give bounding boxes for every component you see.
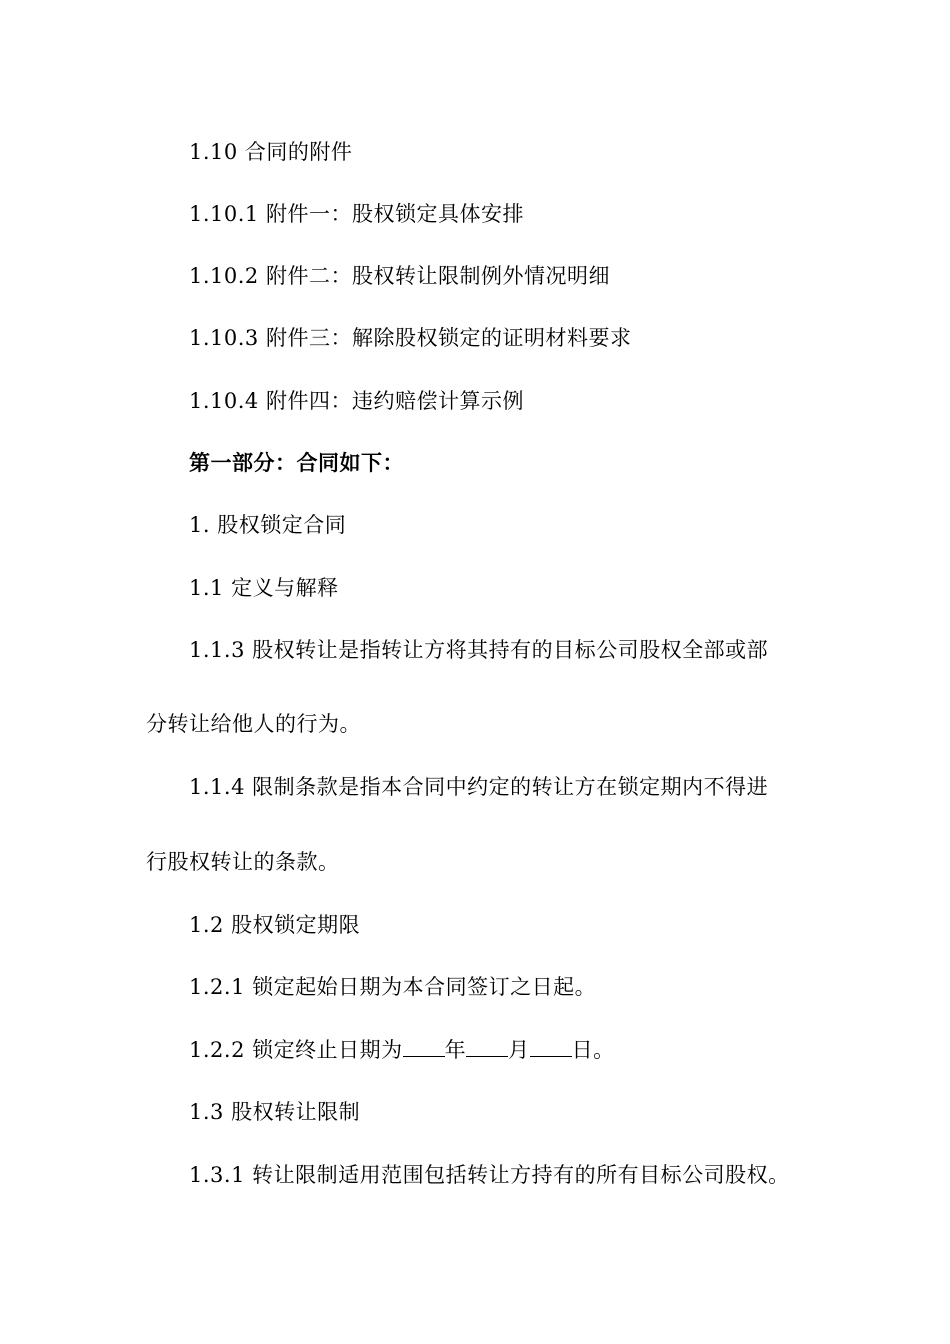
attachment-item-3: 1.10.3 附件三：解除股权锁定的证明材料要求 [189, 326, 632, 350]
day-label: 日。 [571, 1038, 615, 1062]
clause-1-1-4-continued: 行股权转让的条款。 [146, 850, 340, 874]
month-blank[interactable] [466, 1038, 508, 1057]
section-heading-1-2: 1.2 股权锁定期限 [189, 913, 361, 937]
contract-title: 1. 股权锁定合同 [189, 513, 347, 537]
section-heading-1-1: 1.1 定义与解释 [189, 576, 339, 600]
clause-1-2-1: 1.2.1 锁定起始日期为本合同签订之日起。 [189, 975, 597, 999]
clause-1-2-2 [189, 1036, 615, 1064]
section-heading-1-10: 1.10 合同的附件 [189, 140, 353, 164]
clause-1-3-1: 1.3.1 转让限制适用范围包括转让方持有的所有目标公司股权。 [189, 1163, 790, 1187]
clause-1-1-3-continued: 分转让给他人的行为。 [146, 712, 361, 736]
clause-1-2-2-prefix: 1.2.2 锁定终止日期为 [189, 1038, 403, 1062]
year-blank[interactable] [403, 1038, 445, 1057]
clause-1-1-3: 1.1.3 股权转让是指转让方将其持有的目标公司股权全部或部 [189, 638, 769, 662]
attachment-item-2: 1.10.2 附件二：股权转让限制例外情况明细 [189, 264, 610, 288]
clause-1-1-4: 1.1.4 限制条款是指本合同中约定的转让方在锁定期内不得进 [189, 775, 769, 799]
month-label: 月 [508, 1038, 530, 1062]
section-heading-1-3: 1.3 股权转让限制 [189, 1100, 361, 1124]
attachment-item-1: 1.10.1 附件一：股权锁定具体安排 [189, 202, 524, 226]
part-one-heading: 第一部分：合同如下： [189, 450, 404, 475]
year-label: 年 [444, 1038, 467, 1062]
attachment-item-4: 1.10.4 附件四：违约赔偿计算示例 [189, 389, 524, 413]
day-blank[interactable] [530, 1038, 572, 1057]
